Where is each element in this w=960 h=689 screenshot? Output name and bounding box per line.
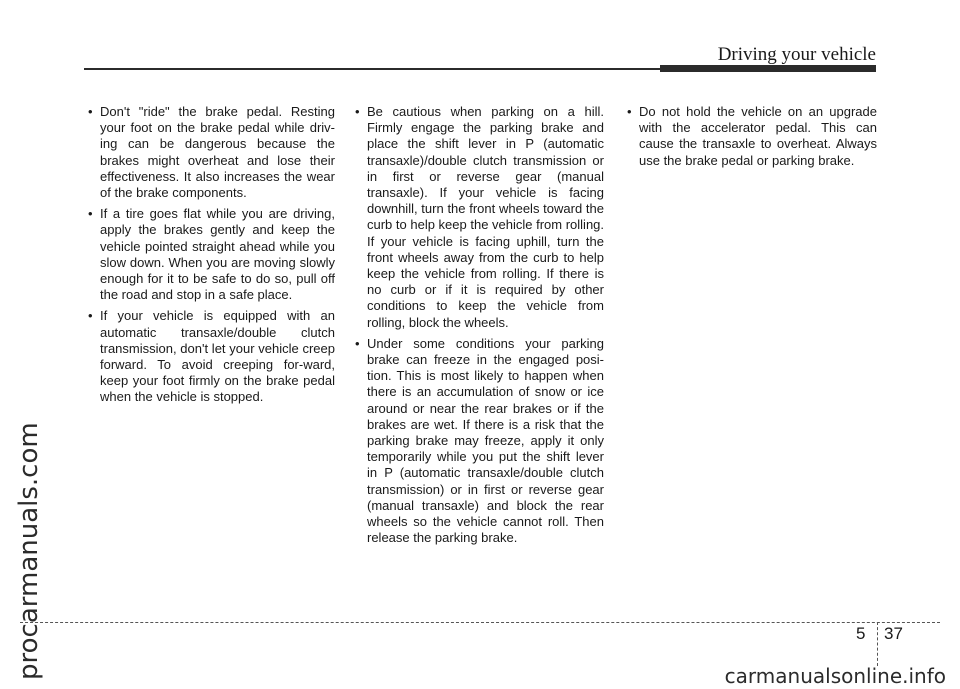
section-title: Driving your vehicle [717, 44, 876, 65]
bullet-item: • If your vehicle is equipped with an automatic transaxle/double clutch transmission, don't let your vehicle creep forward. To avoid creeping for-ward, keep your foot firmly on the brake pedal when the vehicle is stopped. [84, 308, 335, 405]
footer-divider [20, 622, 940, 623]
chapter-number: 5 [856, 624, 866, 643]
column-1 [84, 104, 335, 411]
bullet-item: • Do not hold the vehicle on an upgrade with the accelerator pedal. This can cause the transaxle to overheat. Always use the brake pedal or parking brake. [623, 104, 877, 169]
bullet-item: • Don't "ride" the brake pedal. Resting your foot on the brake pedal while driv-ing can be dangerous because the brakes might overheat and lose their effectiveness. It also increases the wear of the brake components. [84, 104, 335, 201]
bullet-item: • Be cautious when parking on a hill. Firmly engage the parking brake and place the shift lever in P (automatic transaxle)/double clutch transmission or in first or reverse gear (manual transaxle). If your vehicle is facing downhill, turn the front wheels toward the curb to help keep the vehicle from rolling. If your vehicle is facing uphill, turn the front wheels away from the curb to help keep the vehicle from rolling. If there is no curb or if it is required by other conditions to keep the vehicle from rolling, block the wheels. [351, 104, 604, 331]
bullet-list-2 [351, 104, 604, 546]
bottom-watermark: carmanualsonline.info [724, 664, 946, 688]
header-rule [84, 68, 664, 70]
bullet-item: • Under some conditions your parking brake can freeze in the engaged posi-tion. This is most likely to happen when there is an accumulation of snow or ice around or near the rear brakes or if the brakes are wet. If there is a risk that the parking brake may freeze, apply it only temporarily while you put the shift lever in P (automatic transaxle/double clutch transmission) or in first or reverse gear (manual transaxle) and block the rear wheels so the vehicle cannot roll. Then release the parking brake. [351, 336, 604, 547]
bullet-item: • If a tire goes flat while you are driving, apply the brakes gently and keep the vehicle pointed straight ahead while you slow down. When you are moving slowly enough for it to be safe to do so, pull off the road and stop in a safe place. [84, 206, 335, 303]
side-watermark-text: procarmanuals.com [14, 422, 44, 680]
header-rule-accent [660, 65, 876, 72]
side-watermark [10, 120, 46, 680]
bullet-list-1 [84, 104, 335, 406]
page-number-divider [877, 622, 878, 666]
column-3 [623, 104, 877, 174]
column-2 [351, 104, 604, 551]
page-number: 37 [884, 624, 903, 643]
bullet-list-3 [623, 104, 877, 169]
